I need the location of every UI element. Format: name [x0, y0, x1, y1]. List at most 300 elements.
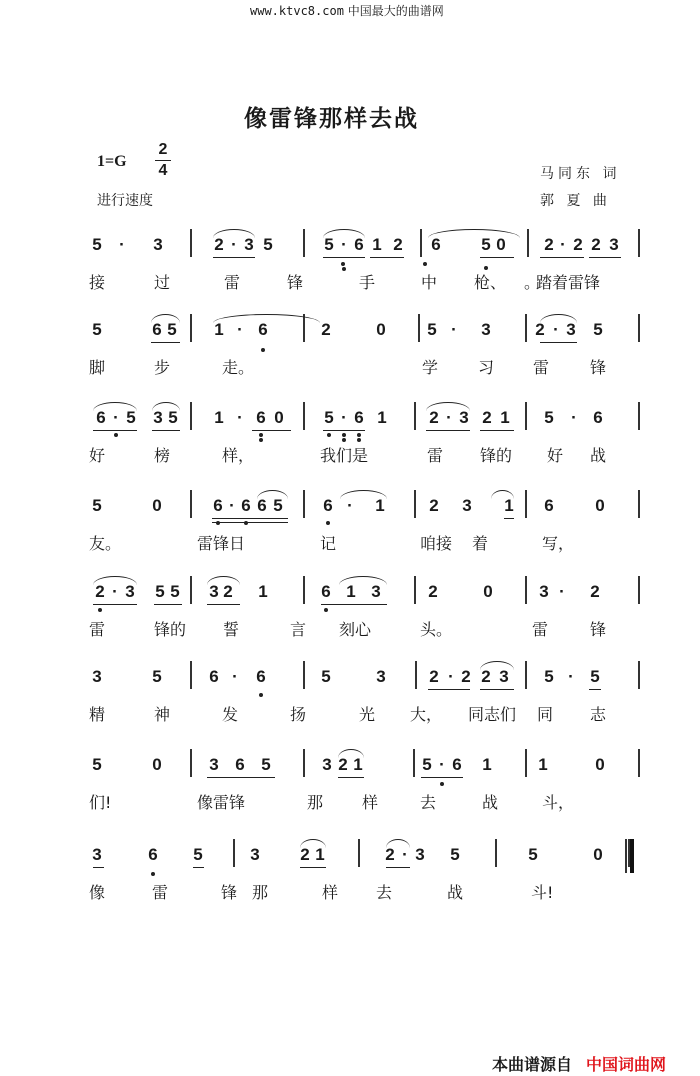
dot-rhythm: ·: [446, 408, 452, 427]
note-digit: 0: [593, 845, 603, 864]
note-digit: 5: [481, 235, 491, 254]
time-sig-bottom: 4: [158, 162, 168, 179]
lyric-word: 踏着雷锋: [536, 273, 601, 292]
lyric-word: 着: [472, 534, 489, 553]
note-digit: 5: [155, 582, 165, 601]
octave-dot: [114, 433, 118, 437]
bar-line: [303, 576, 305, 604]
bar-line: [190, 490, 192, 518]
bar-line: [638, 314, 640, 342]
bar-line: [358, 839, 360, 867]
beam-underline: [93, 867, 104, 868]
bar-line: [303, 402, 305, 430]
note-digit: 2: [544, 235, 554, 254]
beam-underline: [207, 777, 275, 778]
dot-rhythm: ·: [237, 320, 243, 339]
note-digit: 1: [538, 755, 548, 774]
tie-slur: [300, 839, 326, 848]
note-digit: 6: [213, 496, 223, 515]
dot-rhythm: ·: [113, 408, 119, 427]
octave-dot: [342, 433, 346, 437]
bar-line: [303, 749, 305, 777]
lyric-word: 光: [359, 705, 376, 724]
lyric-word: 雷: [533, 358, 550, 377]
lyric-word: 志: [590, 705, 607, 724]
lyric-word: 榜: [154, 446, 171, 465]
lyric-word: 斗!: [531, 883, 554, 902]
bar-line: [190, 314, 192, 342]
tie-slur: [491, 490, 514, 499]
note-digit: 2: [428, 582, 438, 601]
lyric-word: 锋的: [480, 446, 513, 465]
tie-slur: [426, 402, 470, 411]
note-digit: 0: [152, 755, 162, 774]
beam-underline: [426, 430, 470, 431]
tie-slur: [207, 576, 240, 585]
note-digit: 5: [422, 755, 432, 774]
lyric-word: 走。: [222, 358, 255, 377]
note-digit: 1: [258, 582, 268, 601]
note-digit: 5: [167, 320, 177, 339]
note-digit: 6: [452, 755, 462, 774]
lyric-word: 锋: [590, 620, 607, 639]
site-url[interactable]: www.ktvc8.com: [250, 4, 344, 18]
lyric-word: 像雷锋: [197, 793, 246, 812]
note-digit: 3: [209, 582, 219, 601]
note-digit: 5: [528, 845, 538, 864]
bar-line: [527, 229, 529, 257]
bar-line: [638, 229, 640, 257]
dot-rhythm: ·: [568, 667, 574, 686]
note-digit: 2: [338, 755, 348, 774]
note-digit: 1: [500, 408, 510, 427]
note-digit: 2: [321, 320, 331, 339]
note-digit: 3: [481, 320, 491, 339]
dot-rhythm: ·: [451, 320, 457, 339]
lyric-word: 锋: [221, 883, 238, 902]
note-digit: 6: [354, 235, 364, 254]
bar-line: [638, 661, 640, 689]
note-digit: 6: [323, 496, 333, 515]
octave-dot: [261, 348, 265, 352]
beam-underline: [252, 430, 291, 431]
tie-slur: [323, 229, 365, 238]
note-digit: 5: [92, 320, 102, 339]
beam-underline: [421, 777, 463, 778]
beam-underline: [213, 257, 255, 258]
lyric-word: 脚: [89, 358, 106, 377]
beam-underline: [193, 867, 204, 868]
dot-rhythm: ·: [448, 667, 454, 686]
bar-line: [233, 839, 235, 867]
octave-dot: [341, 262, 345, 266]
octave-dot: [357, 438, 361, 442]
bar-line: [638, 576, 640, 604]
dot-rhythm: ·: [402, 845, 408, 864]
note-digit: 2: [95, 582, 105, 601]
note-digit: 1: [353, 755, 363, 774]
octave-dot: [342, 267, 346, 271]
footer-brand[interactable]: 中国词曲网: [586, 1055, 667, 1074]
note-digit: 2: [429, 667, 439, 686]
note-digit: 5: [450, 845, 460, 864]
note-digit: 3: [371, 582, 381, 601]
note-digit: 1: [377, 408, 387, 427]
lyric-word: 友。: [89, 534, 122, 553]
note-digit: 5: [324, 235, 334, 254]
beam-underline: [154, 604, 182, 605]
lyric-word: 神: [154, 705, 171, 724]
note-digit: 6: [152, 320, 162, 339]
note-digit: 3: [566, 320, 576, 339]
beam-underline: [504, 518, 514, 519]
octave-dot: [357, 433, 361, 437]
lyric-word: 好: [89, 446, 106, 465]
bar-line: [638, 749, 640, 777]
note-digit: 1: [214, 320, 224, 339]
key-signature: 1=G: [97, 153, 127, 170]
note-digit: 2: [300, 845, 310, 864]
note-digit: 1: [214, 408, 224, 427]
site-header: [250, 2, 444, 19]
beam-underline: [151, 342, 180, 343]
dot-rhythm: ·: [112, 582, 118, 601]
note-digit: 3: [244, 235, 254, 254]
note-digit: 5: [544, 408, 554, 427]
lyric-word: 。: [524, 273, 541, 292]
lyric-word: 战: [482, 793, 499, 812]
tie-slur: [340, 490, 387, 499]
note-digit: 5: [92, 496, 102, 515]
bar-line: [525, 402, 527, 430]
beam-underline: [480, 689, 514, 690]
note-digit: 6: [544, 496, 554, 515]
note-digit: 5: [273, 496, 283, 515]
beam-underline: [262, 518, 288, 519]
bar-line: [414, 402, 416, 430]
lyric-word: 精: [89, 705, 106, 724]
note-digit: 3: [153, 235, 163, 254]
note-digit: 1: [315, 845, 325, 864]
bar-line: [525, 490, 527, 518]
bar-line: [418, 314, 420, 342]
lyric-word: 中: [421, 273, 438, 292]
bar-line: [190, 661, 192, 689]
lyric-word: 锋: [287, 273, 304, 292]
octave-dot: [327, 433, 331, 437]
beam-underline: [338, 777, 364, 778]
lyric-word: 们!: [89, 793, 112, 812]
tie-slur: [540, 314, 577, 323]
octave-dot: [151, 872, 155, 876]
beam-underline: [540, 257, 584, 258]
dot-rhythm: ·: [559, 582, 565, 601]
lyric-word: 大，: [410, 705, 443, 724]
note-digit: 5: [590, 667, 600, 686]
tie-slur: [428, 229, 520, 238]
note-digit: 2: [482, 408, 492, 427]
lyric-word: 去: [376, 883, 393, 902]
lyric-word: 斗，: [542, 793, 575, 812]
note-digit: 3: [92, 667, 102, 686]
note-digit: 3: [376, 667, 386, 686]
note-digit: 1: [504, 496, 514, 515]
beam-underline: [480, 257, 514, 258]
bar-line: [414, 576, 416, 604]
lyric-word: 雷锋日: [197, 534, 246, 553]
lyric-word: 雷: [224, 273, 241, 292]
bar-line: [638, 490, 640, 518]
note-digit: 6: [148, 845, 158, 864]
note-digit: 0: [376, 320, 386, 339]
dot-rhythm: ·: [231, 235, 237, 254]
lyric-word: 头。: [420, 620, 453, 639]
note-digit: 3: [250, 845, 260, 864]
lyric-word: 刻心: [339, 620, 372, 639]
lyric-word: 那: [252, 883, 269, 902]
beam-underline: [93, 604, 137, 605]
bar-line: [303, 490, 305, 518]
note-digit: 3: [499, 667, 509, 686]
beam-underline: [152, 430, 180, 431]
beam-underline: [370, 257, 404, 258]
lyric-word: 同: [537, 705, 554, 724]
beam-underline: [480, 430, 514, 431]
note-digit: 5: [170, 582, 180, 601]
note-digit: 2: [535, 320, 545, 339]
lyric-word: 样，: [222, 446, 255, 465]
note-digit: 5: [126, 408, 136, 427]
dot-rhythm: ·: [119, 235, 125, 254]
note-digit: 0: [152, 496, 162, 515]
dot-rhythm: ·: [553, 320, 559, 339]
bar-line: [415, 661, 417, 689]
note-digit: 0: [595, 496, 605, 515]
lyric-word: 步: [154, 358, 171, 377]
lyric-word: 雷: [532, 620, 549, 639]
note-digit: 5: [321, 667, 331, 686]
note-digit: 2: [591, 235, 601, 254]
octave-dot: [216, 521, 220, 525]
note-digit: 6: [235, 755, 245, 774]
lyric-word: 锋的: [154, 620, 187, 639]
tie-slur: [93, 402, 137, 411]
tie-slur: [152, 402, 180, 411]
note-digit: 6: [96, 408, 106, 427]
note-digit: 6: [256, 408, 266, 427]
octave-dot: [326, 521, 330, 525]
note-digit: 5: [168, 408, 178, 427]
note-digit: 3: [415, 845, 425, 864]
dot-rhythm: ·: [229, 496, 235, 515]
note-digit: 6: [431, 235, 441, 254]
note-digit: 0: [496, 235, 506, 254]
lyric-word: 我们是: [320, 446, 369, 465]
lyric-word: 学: [422, 358, 439, 377]
bar-line: [303, 661, 305, 689]
octave-dot: [440, 782, 444, 786]
lyric-word: 雷: [152, 883, 169, 902]
bar-line: [495, 839, 497, 867]
time-signature: [153, 140, 173, 181]
bar-line: [303, 229, 305, 257]
beam-underline: [540, 342, 577, 343]
composer-credit: 郭 夏 曲: [540, 193, 611, 209]
lyric-word: 样: [362, 793, 379, 812]
note-digit: 3: [462, 496, 472, 515]
lyric-word: 雷: [89, 620, 106, 639]
beam-underline: [589, 689, 601, 690]
octave-dot: [342, 438, 346, 442]
tie-slur: [213, 229, 255, 238]
note-digit: 3: [92, 845, 102, 864]
dot-rhythm: ·: [341, 235, 347, 254]
lyric-word: 过: [154, 273, 171, 292]
note-digit: 2: [429, 408, 439, 427]
tempo-marking: 进行速度: [97, 193, 153, 209]
lyric-word: 战: [590, 446, 607, 465]
lyric-word: 接: [89, 273, 106, 292]
dot-rhythm: ·: [560, 235, 566, 254]
note-digit: 5: [263, 235, 273, 254]
octave-dot: [423, 262, 427, 266]
lyric-word: 那: [307, 793, 324, 812]
beam-underline: [323, 257, 365, 258]
note-digit: 3: [459, 408, 469, 427]
note-digit: 5: [193, 845, 203, 864]
note-digit: 5: [427, 320, 437, 339]
dot-rhythm: ·: [571, 408, 577, 427]
note-digit: 2: [385, 845, 395, 864]
note-digit: 0: [595, 755, 605, 774]
beam-underline: [589, 257, 621, 258]
lyric-word: 同志们: [468, 705, 517, 724]
note-digit: 1: [482, 755, 492, 774]
bar-line: [413, 749, 415, 777]
note-digit: 3: [125, 582, 135, 601]
note-digit: 6: [209, 667, 219, 686]
note-digit: 1: [346, 582, 356, 601]
tie-slur: [338, 749, 364, 758]
octave-dot: [259, 433, 263, 437]
lyricist-credit: 马同东 词: [540, 166, 621, 182]
note-digit: 5: [92, 755, 102, 774]
note-digit: 6: [258, 320, 268, 339]
bar-line: [525, 314, 527, 342]
octave-dot: [244, 521, 248, 525]
bar-line: [525, 661, 527, 689]
footer: [492, 1052, 666, 1075]
lyric-word: 好: [547, 446, 564, 465]
lyric-word: 像: [89, 883, 106, 902]
note-digit: 2: [214, 235, 224, 254]
bar-line: [525, 749, 527, 777]
bar-line: [625, 839, 627, 873]
lyric-word: 去: [420, 793, 437, 812]
octave-dot: [259, 438, 263, 442]
dot-rhythm: ·: [341, 408, 347, 427]
note-digit: 2: [461, 667, 471, 686]
lyric-word: 扬: [290, 705, 307, 724]
bar-line: [190, 402, 192, 430]
tie-slur: [339, 576, 387, 585]
lyric-word: 记: [320, 534, 337, 553]
beam-underline: [323, 430, 365, 431]
dot-rhythm: ·: [347, 496, 353, 515]
beam-underline: [428, 689, 470, 690]
note-digit: 6: [354, 408, 364, 427]
note-digit: 1: [375, 496, 385, 515]
beam-underline: [386, 867, 410, 868]
note-digit: 5: [593, 320, 603, 339]
final-bar: [630, 839, 634, 873]
time-sig-top: 2: [158, 141, 168, 158]
bar-line: [525, 576, 527, 604]
note-digit: 3: [539, 582, 549, 601]
bar-line: [190, 749, 192, 777]
note-digit: 0: [274, 408, 284, 427]
tie-slur: [93, 576, 137, 585]
note-digit: 6: [593, 408, 603, 427]
note-digit: 6: [241, 496, 251, 515]
tie-slur: [386, 839, 410, 848]
note-digit: 5: [92, 235, 102, 254]
lyric-word: 手: [359, 273, 376, 292]
note-digit: 6: [321, 582, 331, 601]
tie-slur: [257, 490, 288, 499]
dot-rhythm: ·: [439, 755, 445, 774]
octave-dot: [98, 608, 102, 612]
bar-line: [638, 402, 640, 430]
note-digit: 2: [223, 582, 233, 601]
dot-rhythm: ·: [232, 667, 238, 686]
note-digit: 2: [573, 235, 583, 254]
octave-dot: [324, 608, 328, 612]
bar-line: [190, 576, 192, 604]
note-digit: 5: [544, 667, 554, 686]
note-digit: 3: [209, 755, 219, 774]
lyric-word: 发: [222, 705, 239, 724]
beam-underline: [207, 604, 240, 605]
tie-slur: [480, 661, 514, 670]
beam-underline: [300, 867, 326, 868]
beam-underline: [212, 522, 288, 523]
dot-rhythm: ·: [237, 408, 243, 427]
note-digit: 6: [257, 496, 267, 515]
lyric-word: 枪、: [474, 273, 507, 292]
note-digit: 5: [324, 408, 334, 427]
lyric-word: 誓: [223, 620, 240, 639]
tie-slur: [151, 314, 180, 323]
note-digit: 3: [153, 408, 163, 427]
note-digit: 5: [261, 755, 271, 774]
lyric-word: 咱接: [420, 534, 453, 553]
note-digit: 2: [590, 582, 600, 601]
footer-source: 本曲谱源自: [492, 1055, 573, 1074]
note-digit: 3: [609, 235, 619, 254]
bar-line: [420, 229, 422, 257]
beam-underline: [93, 430, 137, 431]
lyric-word: 习: [478, 358, 495, 377]
note-digit: 3: [322, 755, 332, 774]
note-digit: 2: [481, 667, 491, 686]
lyric-word: 雷: [427, 446, 444, 465]
lyric-word: 言: [290, 620, 307, 639]
site-caption: 中国最大的曲谱网: [347, 4, 444, 18]
bar-line: [190, 229, 192, 257]
lyric-word: 样: [322, 883, 339, 902]
note-digit: 6: [256, 667, 266, 686]
